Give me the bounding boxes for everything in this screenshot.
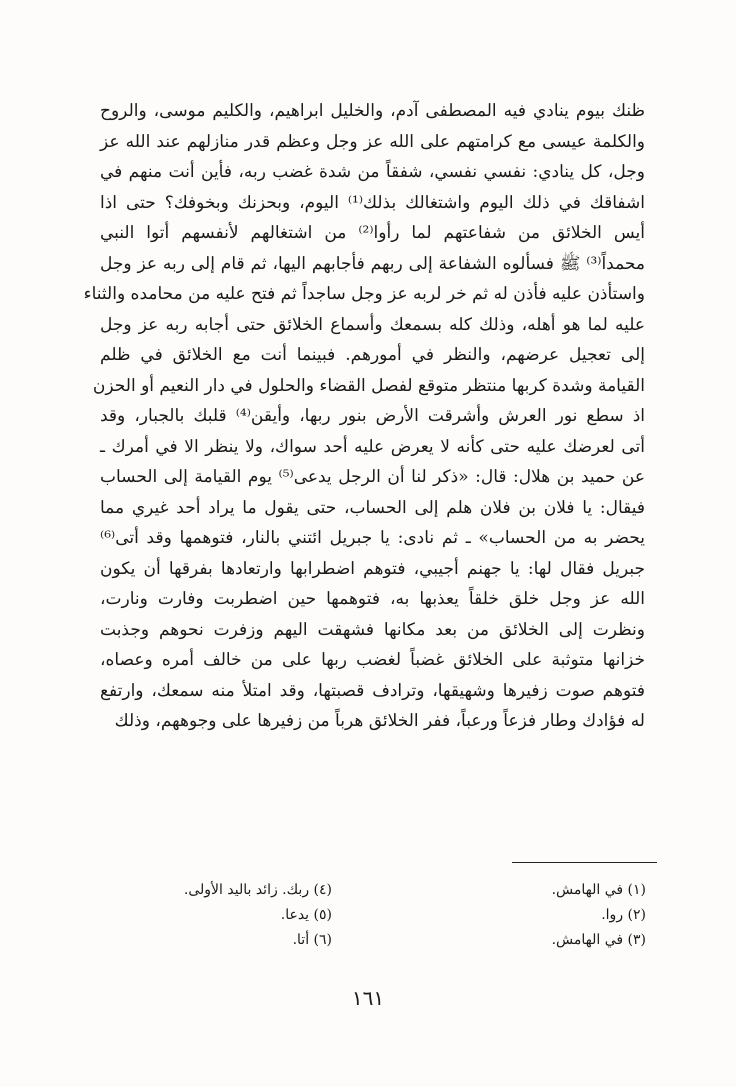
text-line: جبريل فقال لها: يا جهنم أجيبي، فتوهم اضطرابها وارتعادها بفرقها أن يكون <box>100 558 645 579</box>
text-line: فيقال: يا فلان بن فلان هلم إلى الحساب، حتى يقول ما يراد أحد غيري مما <box>100 497 645 518</box>
footnote: (٣) في الهامش. <box>551 932 646 948</box>
page-number: ١٦١ <box>351 986 385 1010</box>
text-line: ونظرت إلى الخلائق من بعد مكانها فشهقت اليهم وزفرت نحوهم وجذبت <box>100 619 645 640</box>
text-line: والكلمة عيسى مع كرامتهم على الله عز وجل وعظم قدر منازلهم عند الله عز <box>100 131 645 152</box>
text-line: إلى تعجيل عرضهم، والنظر في أمورهم. فبينما أنت مع الخلائق في ظلم <box>100 345 645 365</box>
footnote: (٥) يدعا. <box>280 907 332 923</box>
text-line: اشفاقك في ذلك اليوم واشتغالك بذلك⁽¹⁾ اليوم، وبحزنك وبخوفك؟ حتى اذا <box>100 192 646 213</box>
footnote: (٢) روا. <box>601 907 646 923</box>
text-line: واستأذن عليه فأذن له ثم خر لربه عز وجل ساجداً ثم فتح عليه من محامده والثناء <box>83 284 645 304</box>
text-line: يحضر به من الحساب» ـ ثم نادى: يا جبريل ائتني بالنار، فتوهمها وقد أتى⁽⁶⁾ <box>100 528 645 548</box>
text-line: فتوهم صوت زفيرها وشهيقها، وترادف قصبتها، وقد امتلأ منه سمعك، وارتفع <box>100 680 645 701</box>
text-line: اذ سطع نور العرش وأشرقت الأرض بنور ربها، وأيقن⁽⁴⁾ قلبك بالجبار، وقد <box>100 406 645 426</box>
text-line: خزانها متوثبة على الخلائق غضباً لغضب ربها على من خالف أمره وعصاه، <box>100 650 645 670</box>
text-line: له فؤادك وطار فزعاً ورعباً، ففر الخلائق هرباً من زفيرها على وجوههم، وذلك <box>114 711 645 731</box>
text-line: أيس الخلائق من شفاعتهم لما رأوا⁽²⁾ من اشتغالهم لأنفسهم أتوا النبي <box>100 223 645 243</box>
footnotes-left-column <box>72 878 332 953</box>
main-text <box>83 96 646 737</box>
footnote: (٦) أتا. <box>292 932 332 948</box>
text-line: الله عز وجل خلق خلقاً يعذبها به، فتوهمها حين اضطربت وفارت ونارت، <box>100 589 645 609</box>
footnote: (٤) ربك. زائد باليد الأولى. <box>183 882 332 898</box>
text-line: القيامة وشدة كربها منتظر متوقع لفصل القضاء والحلول في دار النعيم أو الحزن <box>92 375 645 396</box>
text-line: وجل، كل ينادي: نفسي نفسي، شفقاً من شدة غضب ربه، فأين أنت منهم في <box>100 162 645 182</box>
text-line: أتى لعرضك عليه حتى كأنه لا يعرض عليه أحد سواك، ولا ينظر الا في أمرك ـ <box>100 436 645 457</box>
text-line: ظنك بيوم ينادي فيه المصطفى آدم، والخليل ابراهيم، والكليم موسى، والروح <box>100 101 645 121</box>
text-line: عن حميد بن هلال: قال: «ذكر لنا أن الرجل يدعى⁽⁵⁾ يوم القيامة إلى الحساب <box>100 467 645 487</box>
footnote-separator <box>512 862 657 863</box>
footnote: (١) في الهامش. <box>551 882 646 898</box>
footnotes-right-column <box>386 878 646 953</box>
text-line: محمداً⁽³⁾ ﷺ فسألوه الشفاعة إلى ربهم فأجابهم اليها، ثم قام إلى ربه عز وجل <box>100 253 645 274</box>
text-line: عليه لما هو أهله، وذلك كله بسمعك وأسماع الخلائق حتى أجابه ربه عز وجل <box>100 314 645 335</box>
